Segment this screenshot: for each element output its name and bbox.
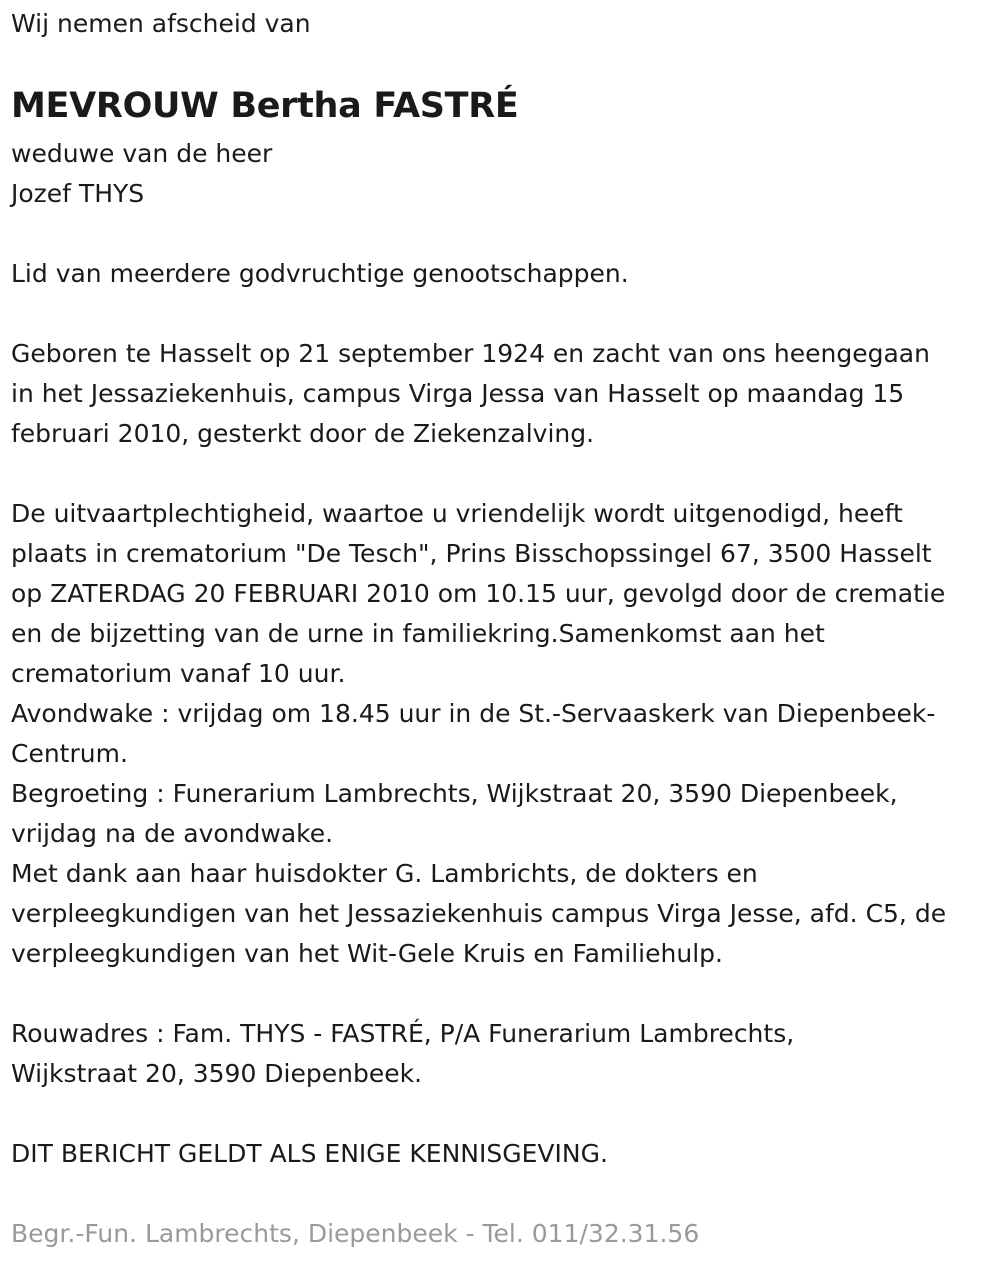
- address-line: Wijkstraat 20, 3590 Diepenbeek.: [11, 1059, 423, 1088]
- widow-line: weduwe van de heer: [11, 139, 273, 168]
- intro-text: Wij nemen afscheid van: [11, 9, 311, 38]
- paragraph-line: plaats in crematorium "De Tesch", Prins Bisschopssingel 67, 3500 Hasselt: [11, 539, 932, 568]
- vigil-line: Centrum.: [11, 739, 128, 768]
- paragraph-line: in het Jessaziekenhuis, campus Virga Jessa van Hasselt op maandag 15: [11, 379, 905, 408]
- mourning-address-section: [11, 1014, 996, 1094]
- paragraph-line: De uitvaartplechtigheid, waartoe u vriendelijk wordt uitgenodigd, heeft: [11, 499, 903, 528]
- deceased-name: MEVROUW Bertha FASTRÉ: [11, 86, 519, 126]
- paragraph-line: februari 2010, gesterkt door de Ziekenzalving.: [11, 419, 595, 448]
- thanks-line: verpleegkundigen van het Jessaziekenhuis campus Virga Jesse, afd. C5, de: [11, 899, 947, 928]
- thanks-line: Met dank aan haar huisdokter G. Lambrichts, de dokters en: [11, 859, 758, 888]
- paragraph-line: en de bijzetting van de urne in familiekring.Samenkomst aan het: [11, 619, 825, 648]
- widow-section: [11, 134, 996, 214]
- funeral-home-footer: Begr.-Fun. Lambrechts, Diepenbeek - Tel. 011/32.31.56: [11, 1219, 700, 1248]
- address-line: Rouwadres : Fam. THYS - FASTRÉ, P/A Funerarium Lambrechts,: [11, 1019, 795, 1048]
- birth-death-section: [11, 334, 996, 454]
- membership-section: [11, 254, 996, 294]
- paragraph-line: op ZATERDAG 20 FEBRUARI 2010 om 10.15 uur, gevolgd door de crematie: [11, 579, 946, 608]
- thanks-line: verpleegkundigen van het Wit-Gele Kruis en Familiehulp.: [11, 939, 723, 968]
- vigil-line: Avondwake : vrijdag om 18.45 uur in de St.-Servaaskerk van Diepenbeek-: [11, 699, 936, 728]
- greeting-line: vrijdag na de avondwake.: [11, 819, 334, 848]
- notice-text: DIT BERICHT GELDT ALS ENIGE KENNISGEVING.: [11, 1139, 608, 1168]
- ceremony-section: [11, 494, 996, 974]
- spouse-name: Jozef THYS: [11, 179, 145, 208]
- notice-section: [11, 1134, 996, 1174]
- paragraph-line: crematorium vanaf 10 uur.: [11, 659, 346, 688]
- paragraph-line: Geboren te Hasselt op 21 september 1924 en zacht van ons heengegaan: [11, 339, 930, 368]
- membership-text: Lid van meerdere godvruchtige genootschappen.: [11, 259, 629, 288]
- greeting-line: Begroeting : Funerarium Lambrechts, Wijkstraat 20, 3590 Diepenbeek,: [11, 779, 898, 808]
